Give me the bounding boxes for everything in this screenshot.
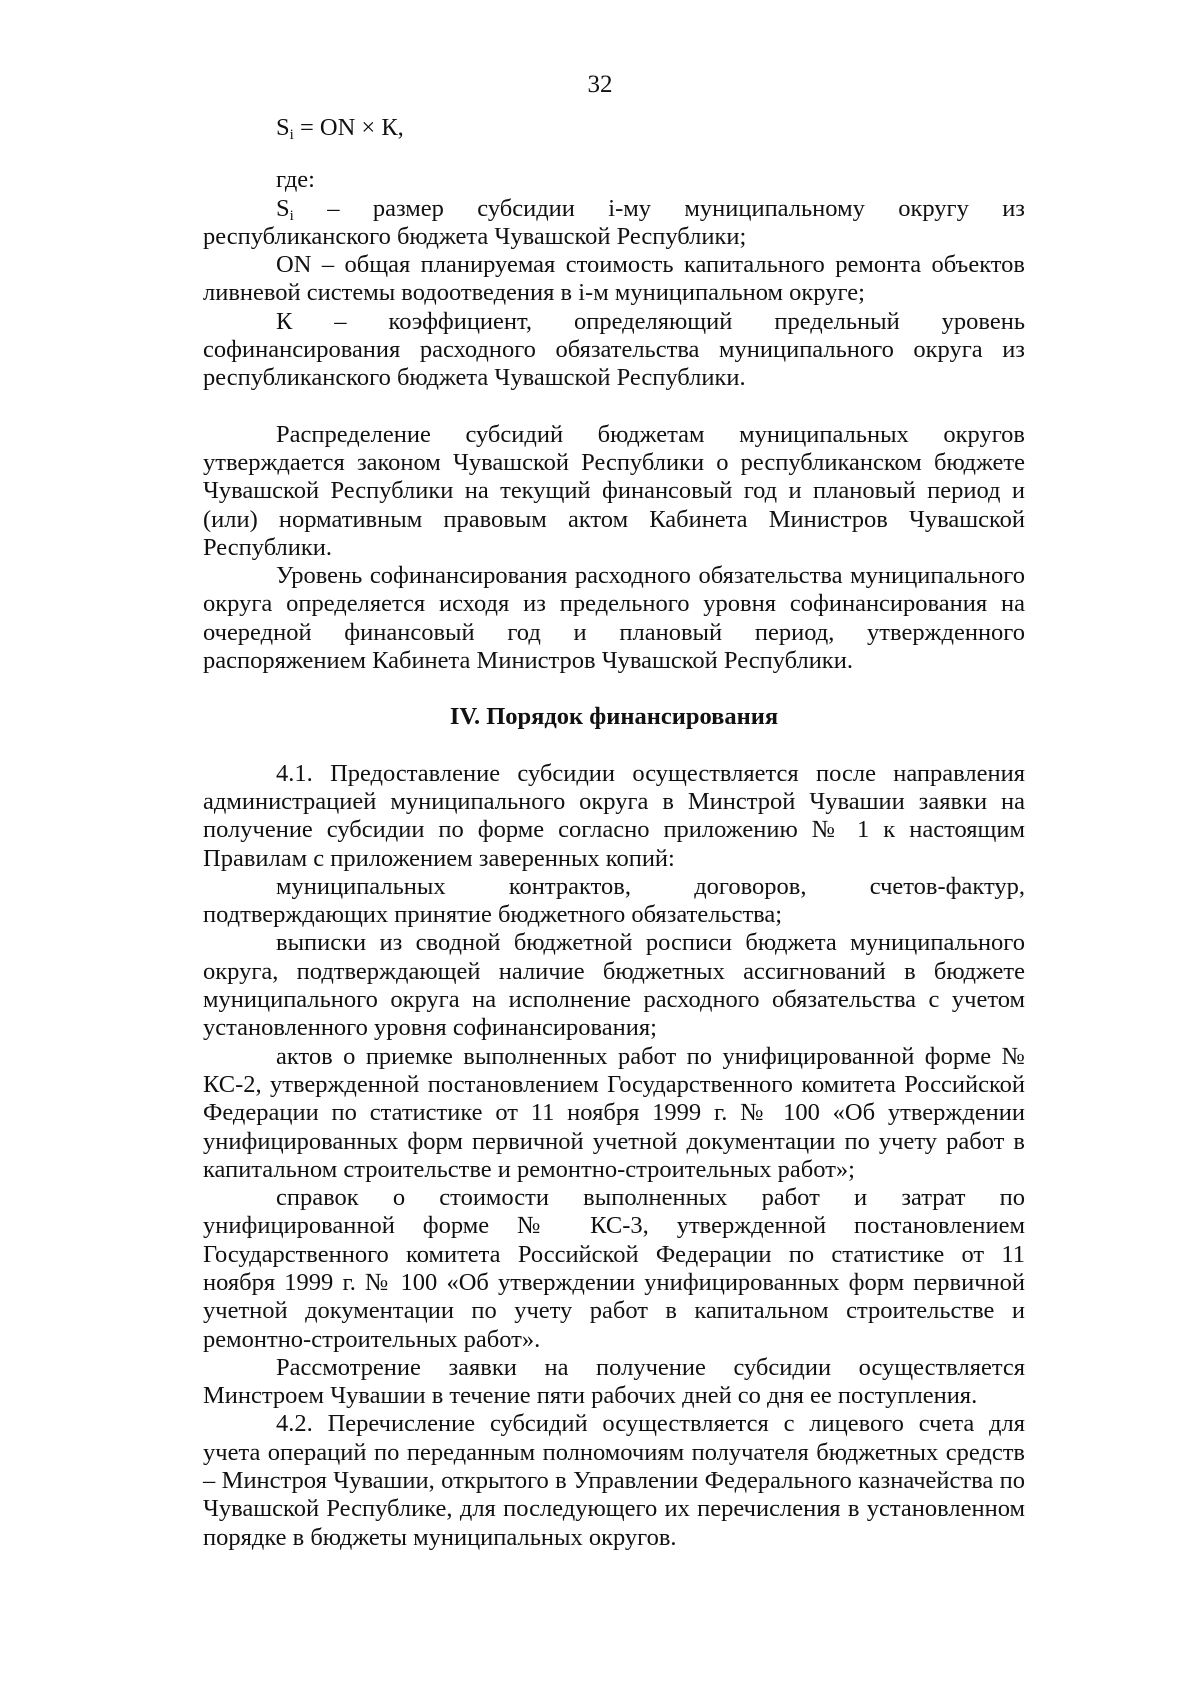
- paragraph-4-1: 4.1. Предоставление субсидии осуществляется после направления администрацией муниципального округа в Минстрой Чувашии заявки на получение субсидии по форме согласно приложению № 1 к настоящим Правилам с приложением заверенных копий:: [203, 759, 1025, 872]
- paragraph-4-2: 4.2. Перечисление субсидий осуществляется с лицевого счета для учета операций по переданным полномочиям получателя бюджетных средств – Минстроя Чувашии, открытого в Управлении Федерального казначейства по Чувашской Республике, для последующего их перечисления в установленном порядке в бюджеты муниципальных округов.: [203, 1410, 1025, 1551]
- page-number: 32: [587, 71, 613, 98]
- list-item-ks3-certificates: справок о стоимости выполненных работ и затрат по унифицированной форме № КС-3, утвержденной постановлением Государственного комитета Российской Федерации по статистике от 11 ноября 1999 г. № 100 «Об утверждении унифицированных форм первичной учетной документации по учету работ в капитальном строительстве и ремонтно-строительных работ».: [203, 1184, 1025, 1353]
- list-item-contracts: муниципальных контрактов, договоров, счетов-фактур, подтверждающих принятие бюджетного обязательства;: [203, 872, 1025, 929]
- definition-on: ON – общая планируемая стоимость капитального ремонта объектов ливневой системы водоотведения в i-м муниципальном округе;: [203, 251, 1025, 307]
- list-item-budget-extract: выписки из сводной бюджетной росписи бюджета муниципального округа, подтверждающей наличие бюджетных ассигнований в бюджете муниципального округа на исполнение расходного обязательства с учетом установленного уровня софинансирования;: [203, 929, 1025, 1042]
- paragraph-distribution: Распределение субсидий бюджетам муниципальных округов утверждается законом Чувашской Республики о республиканском бюджете Чувашской Республики на текущий финансовый год и плановый период и (или) нормативным правовым актом Кабинета Министров Чувашской Республики.: [203, 420, 1025, 561]
- list-item-ks2-acts: актов о приемке выполненных работ по унифицированной форме № КС-2, утвержденной постановлением Государственного комитета Российской Федерации по статистике от 11 ноября 1999 г. № 100 «Об утверждении унифицированных форм первичной учетной документации по учету работ в капитальном строительстве и ремонтно-строительных работ»;: [203, 1042, 1025, 1183]
- paragraph-cofinancing-level: Уровень софинансирования расходного обязательства муниципального округа определяется исходя из предельного уровня софинансирования на очередной финансовый год и плановый период, утвержденного распоряжением Кабинета Министров Чувашской Республики.: [203, 562, 1025, 675]
- paragraph-application-review: Рассмотрение заявки на получение субсидии осуществляется Минстроем Чувашии в течение пяти рабочих дней со дня ее поступления.: [203, 1353, 1025, 1410]
- definition-si: [203, 195, 1025, 252]
- formula-lhs: S: [276, 114, 290, 141]
- document-body: [203, 114, 1025, 1552]
- section-heading: IV. Порядок финансирования: [449, 703, 779, 731]
- definition-text: – размер субсидии i-му муниципальному округу из республиканского бюджета Чувашской Республики;: [203, 194, 1025, 250]
- definition-symbol: S: [276, 194, 290, 222]
- where-label: где:: [276, 166, 315, 194]
- definition-k: К – коэффициент, определяющий предельный уровень софинансирования расходного обязательства муниципального округа из республиканского бюджета Чувашской Республики.: [203, 307, 1025, 392]
- formula-lhs-subscript: i: [289, 127, 294, 143]
- definition-symbol-subscript: i: [289, 207, 294, 224]
- formula: [276, 114, 1025, 142]
- formula-rhs: = ON × К,: [293, 114, 404, 141]
